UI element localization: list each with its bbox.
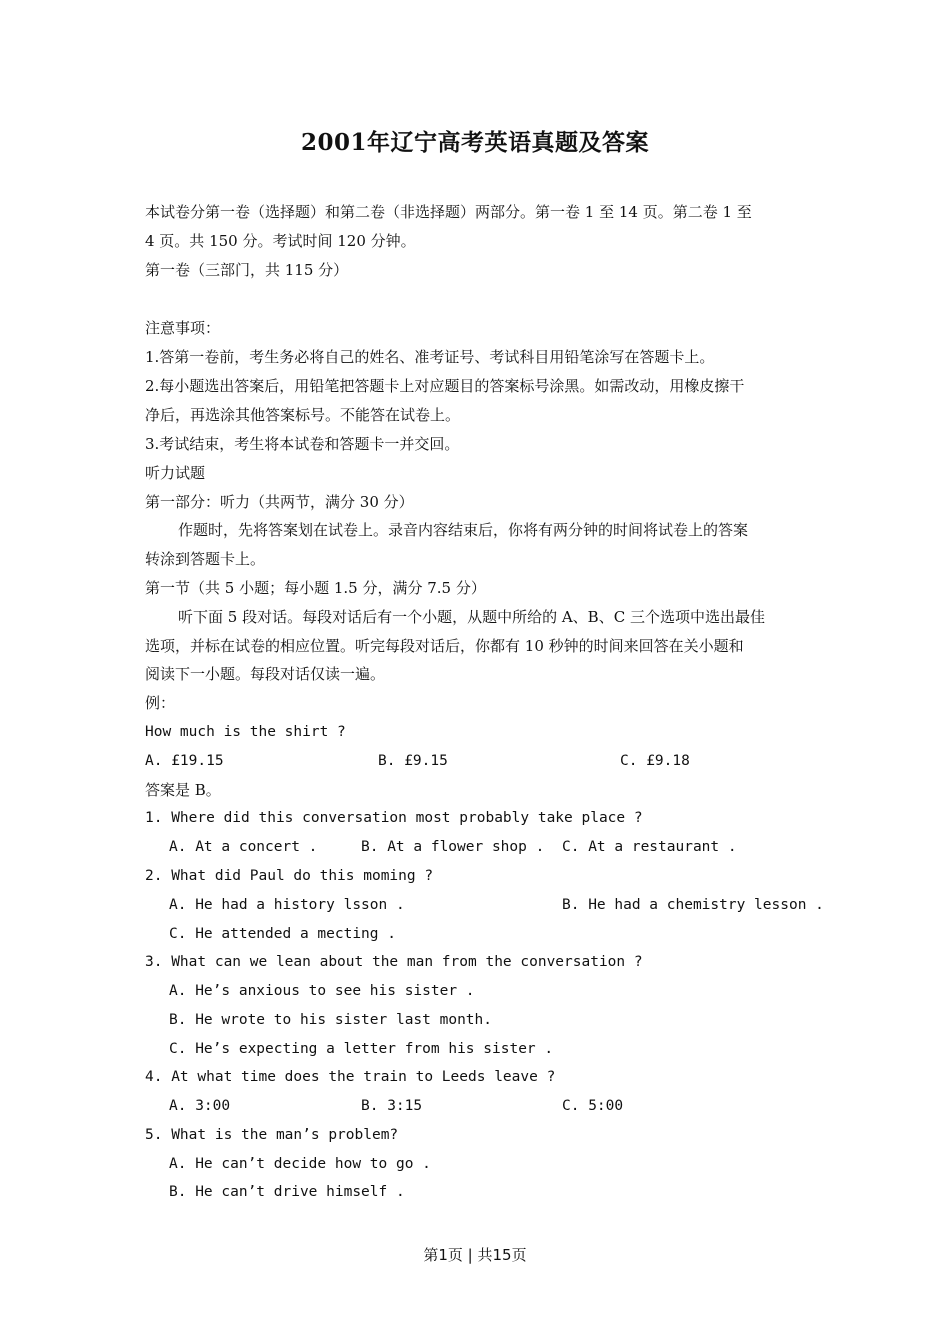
note-2-cont: 净后，再选涂其他答案标号。不能答在试卷上。 — [145, 406, 461, 424]
question-2-option-a: A. He had a history lsson . — [169, 897, 405, 913]
section1-title: 第一节（共 5 小题；每小题 1.5 分，满分 7.5 分） — [145, 579, 486, 597]
question-5-option-b: B. He can’t drive himself . — [169, 1184, 405, 1200]
example-label: 例： — [145, 694, 176, 712]
question-2-option-c: C. He attended a mecting . — [169, 926, 396, 942]
page-title: 2001年辽宁高考英语真题及答案 — [300, 129, 649, 156]
question-1-option-c: C. At a restaurant . — [562, 839, 737, 855]
question-1-option-b: B. At a flower shop . — [361, 839, 545, 855]
note-3: 3.考试结束，考生将本试卷和答题卡一并交回。 — [145, 435, 460, 453]
example-question: How much is the shirt ? — [145, 724, 346, 740]
notes-heading: 注意事项： — [145, 319, 221, 337]
part1-instructions-1: 作题时，先将答案划在试卷上。录音内容结束后，你将有两分钟的时间将试卷上的答案 — [178, 521, 749, 539]
question-3-option-a: A. He’s anxious to see his sister . — [169, 983, 475, 999]
note-2: 2.每小题选出答案后，用铅笔把答题卡上对应题目的答案标号涂黑。如需改动，用橡皮擦干 — [145, 377, 745, 395]
question-5-option-a: A. He can’t decide how to go . — [169, 1156, 431, 1172]
question-1: 1. Where did this conversation most probably take place ? — [145, 810, 643, 826]
listening-title: 听力试题 — [145, 464, 206, 482]
question-4-option-b: B. 3:15 — [361, 1098, 423, 1114]
section1-instructions-1: 听下面 5 段对话。每段对话后有一个小题，从题中所给的 A、B、C 三个选项中选出最佳 — [178, 608, 765, 626]
question-4-option-c: C. 5:00 — [562, 1098, 624, 1114]
example-option-b: B. £9.15 — [378, 753, 448, 769]
part1-title: 第一部分：听力（共两节，满分 30 分） — [145, 493, 414, 511]
question-2: 2. What did Paul do this moming ? — [145, 868, 434, 884]
intro-line-1: 本试卷分第一卷（选择题）和第二卷（非选择题）两部分。第一卷 1 至 14 页。第二卷 1 至 — [145, 203, 752, 221]
question-3-option-b: B. He wrote to his sister last month. — [169, 1012, 493, 1028]
intro-line-2: 4 页。共 150 分。考试时间 120 分钟。 — [145, 232, 416, 250]
question-3-option-c: C. He’s expecting a letter from his sister . — [169, 1041, 554, 1057]
example-answer: 答案是 B。 — [145, 781, 221, 799]
question-3: 3. What can we lean about the man from the conversation ? — [145, 954, 643, 970]
question-5: 5. What is the man’s problem? — [145, 1127, 399, 1143]
page-footer: 第1页 | 共15页 — [423, 1246, 527, 1264]
question-2-option-b: B. He had a chemistry lesson . — [562, 897, 824, 913]
question-4-option-a: A. 3:00 — [169, 1098, 231, 1114]
note-1: 1.答第一卷前，考生务必将自己的姓名、准考证号、考试科目用铅笔涂写在答题卡上。 — [145, 348, 715, 366]
part1-instructions-2: 转涂到答题卡上。 — [145, 550, 266, 568]
question-4: 4. At what time does the train to Leeds leave ? — [145, 1069, 556, 1085]
intro-line-3: 第一卷（三部门，共 115 分） — [145, 261, 349, 279]
question-1-option-a: A. At a concert . — [169, 839, 318, 855]
example-option-a: A. £19.15 — [145, 753, 224, 769]
section1-instructions-2: 选项，并标在试卷的相应位置。听完每段对话后，你都有 10 秒钟的时间来回答在关小题和 — [145, 637, 744, 655]
example-option-c: C. £9.18 — [620, 753, 690, 769]
section1-instructions-3: 阅读下一小题。每段对话仅读一遍。 — [145, 665, 386, 683]
